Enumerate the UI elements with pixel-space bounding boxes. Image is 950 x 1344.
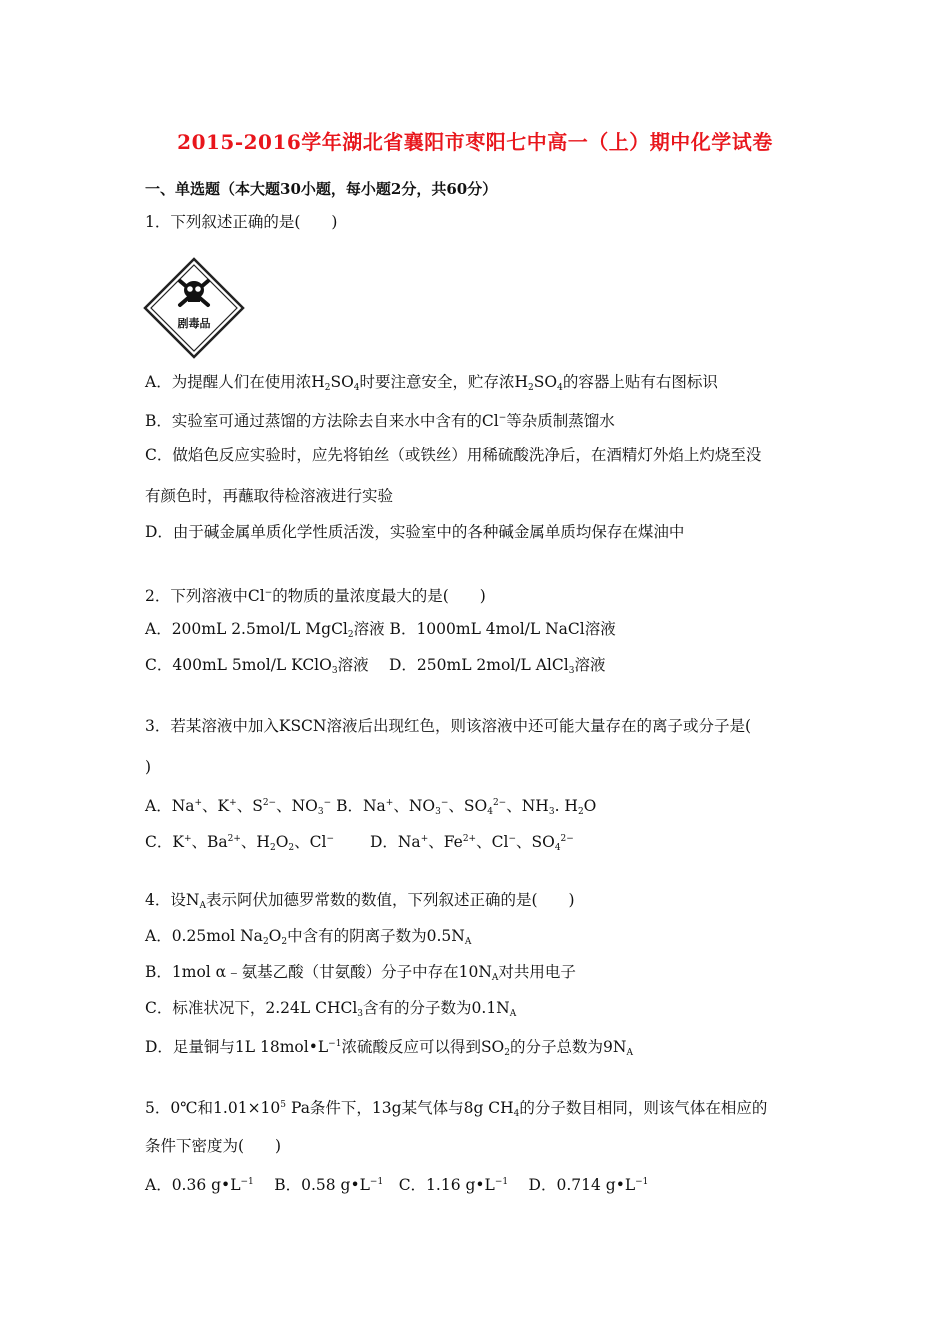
toxic-hazard-sign (143, 257, 245, 359)
question-4-option-c: C．标准状况下，2.24L CHCl$_3$含有的分子数为$0.1N_A$ (145, 999, 517, 1019)
page-title: 2015-2016学年湖北省襄阳市枣阳七中高一（上）期中化学试卷 (177, 130, 773, 154)
question-1-option-b: B．实验室可通过蒸馏的方法除去自来水中含有的Cl−等杂质制蒸馏水 (145, 412, 615, 430)
section-heading: 一、单选题（本大题30小题，每小题2分，共60分） (145, 180, 498, 198)
question-4-option-b: B．1mol α﹣氨基乙酸（甘氨酸）分子中存在$10N_A$对共用电子 (145, 963, 576, 983)
question-4-stem: 4．设$N_A$表示阿伏加德罗常数的数值，下列叙述正确的是( ) (145, 891, 575, 911)
sign-label: 剧毒品 (177, 317, 211, 330)
question-2-options-cd: C．400mL 5mol/L KClO$_3$溶液 D．250mL 2mol/L AlCl$_3$溶液 (145, 656, 606, 676)
question-5-options: A．0.36 $g•L^{-1}$ B．0.58 $g•L^{-1}$ C．1.16 $g•L^{-1}$ D．0.714 $g•L^{-1}$ (145, 1176, 649, 1194)
question-3-stem-cont: ) (145, 758, 152, 776)
question-4-option-d: D．足量铜与1L $18mol•L^{-1}$浓硫酸反应可以得到$SO_2$的分子总数为$9N_A$ (145, 1038, 633, 1058)
question-1-stem: 1．下列叙述正确的是( ) (145, 213, 338, 231)
question-1-option-c-cont: 有颜色时，再蘸取待检溶液进行实验 (145, 487, 394, 505)
question-2-options-ab: A．200mL 2.5mol/L MgCl$_2$溶液 B．1000mL 4mol/L NaCl溶液 (145, 620, 616, 640)
question-3-stem: 3．若某溶液中加入KSCN溶液后出现红色，则该溶液中还可能大量存在的离子或分子是( (145, 717, 752, 735)
question-3-options-ab: A．Na+、K+、$S^{2-}$、$NO_3^-$ B．Na+、$NO_3^-$、$SO_4^{2-}$、$NH_3$. $H_2O$ (145, 797, 597, 817)
question-5-stem: 5．0℃和$1.01\times 10^5$ Pa条件下，13g某气体与8g $CH_4$的分子数目相同，则该气体在相应的 (145, 1099, 768, 1119)
question-2-stem: 2．下列溶液中Cl−的物质的量浓度最大的是( ) (145, 587, 486, 605)
question-1-option-d: D．由于碱金属单质化学性质活泼，实验室中的各种碱金属单质均保存在煤油中 (145, 523, 685, 541)
question-1-option-a: A．为提醒人们在使用浓$H_2SO_4$时要注意安全，贮存浓$H_2SO_4$的容器上贴有右图标识 (145, 373, 718, 393)
question-1-option-c: C．做焰色反应实验时，应先将铂丝（或铁丝）用稀硫酸洗净后，在酒精灯外焰上灼烧至没 (145, 446, 762, 464)
question-4-option-a: A．0.25mol $Na_2O_2$中含有的阴离子数为$0.5N_A$ (145, 927, 472, 947)
question-5-stem-cont: 条件下密度为( ) (145, 1137, 282, 1155)
question-3-options-cd: C．K+、$Ba^{2+}$、$H_2O_2$、Cl− D．Na+、$Fe^{2+}$、Cl−、$SO_4^{2-}$ (145, 833, 574, 853)
